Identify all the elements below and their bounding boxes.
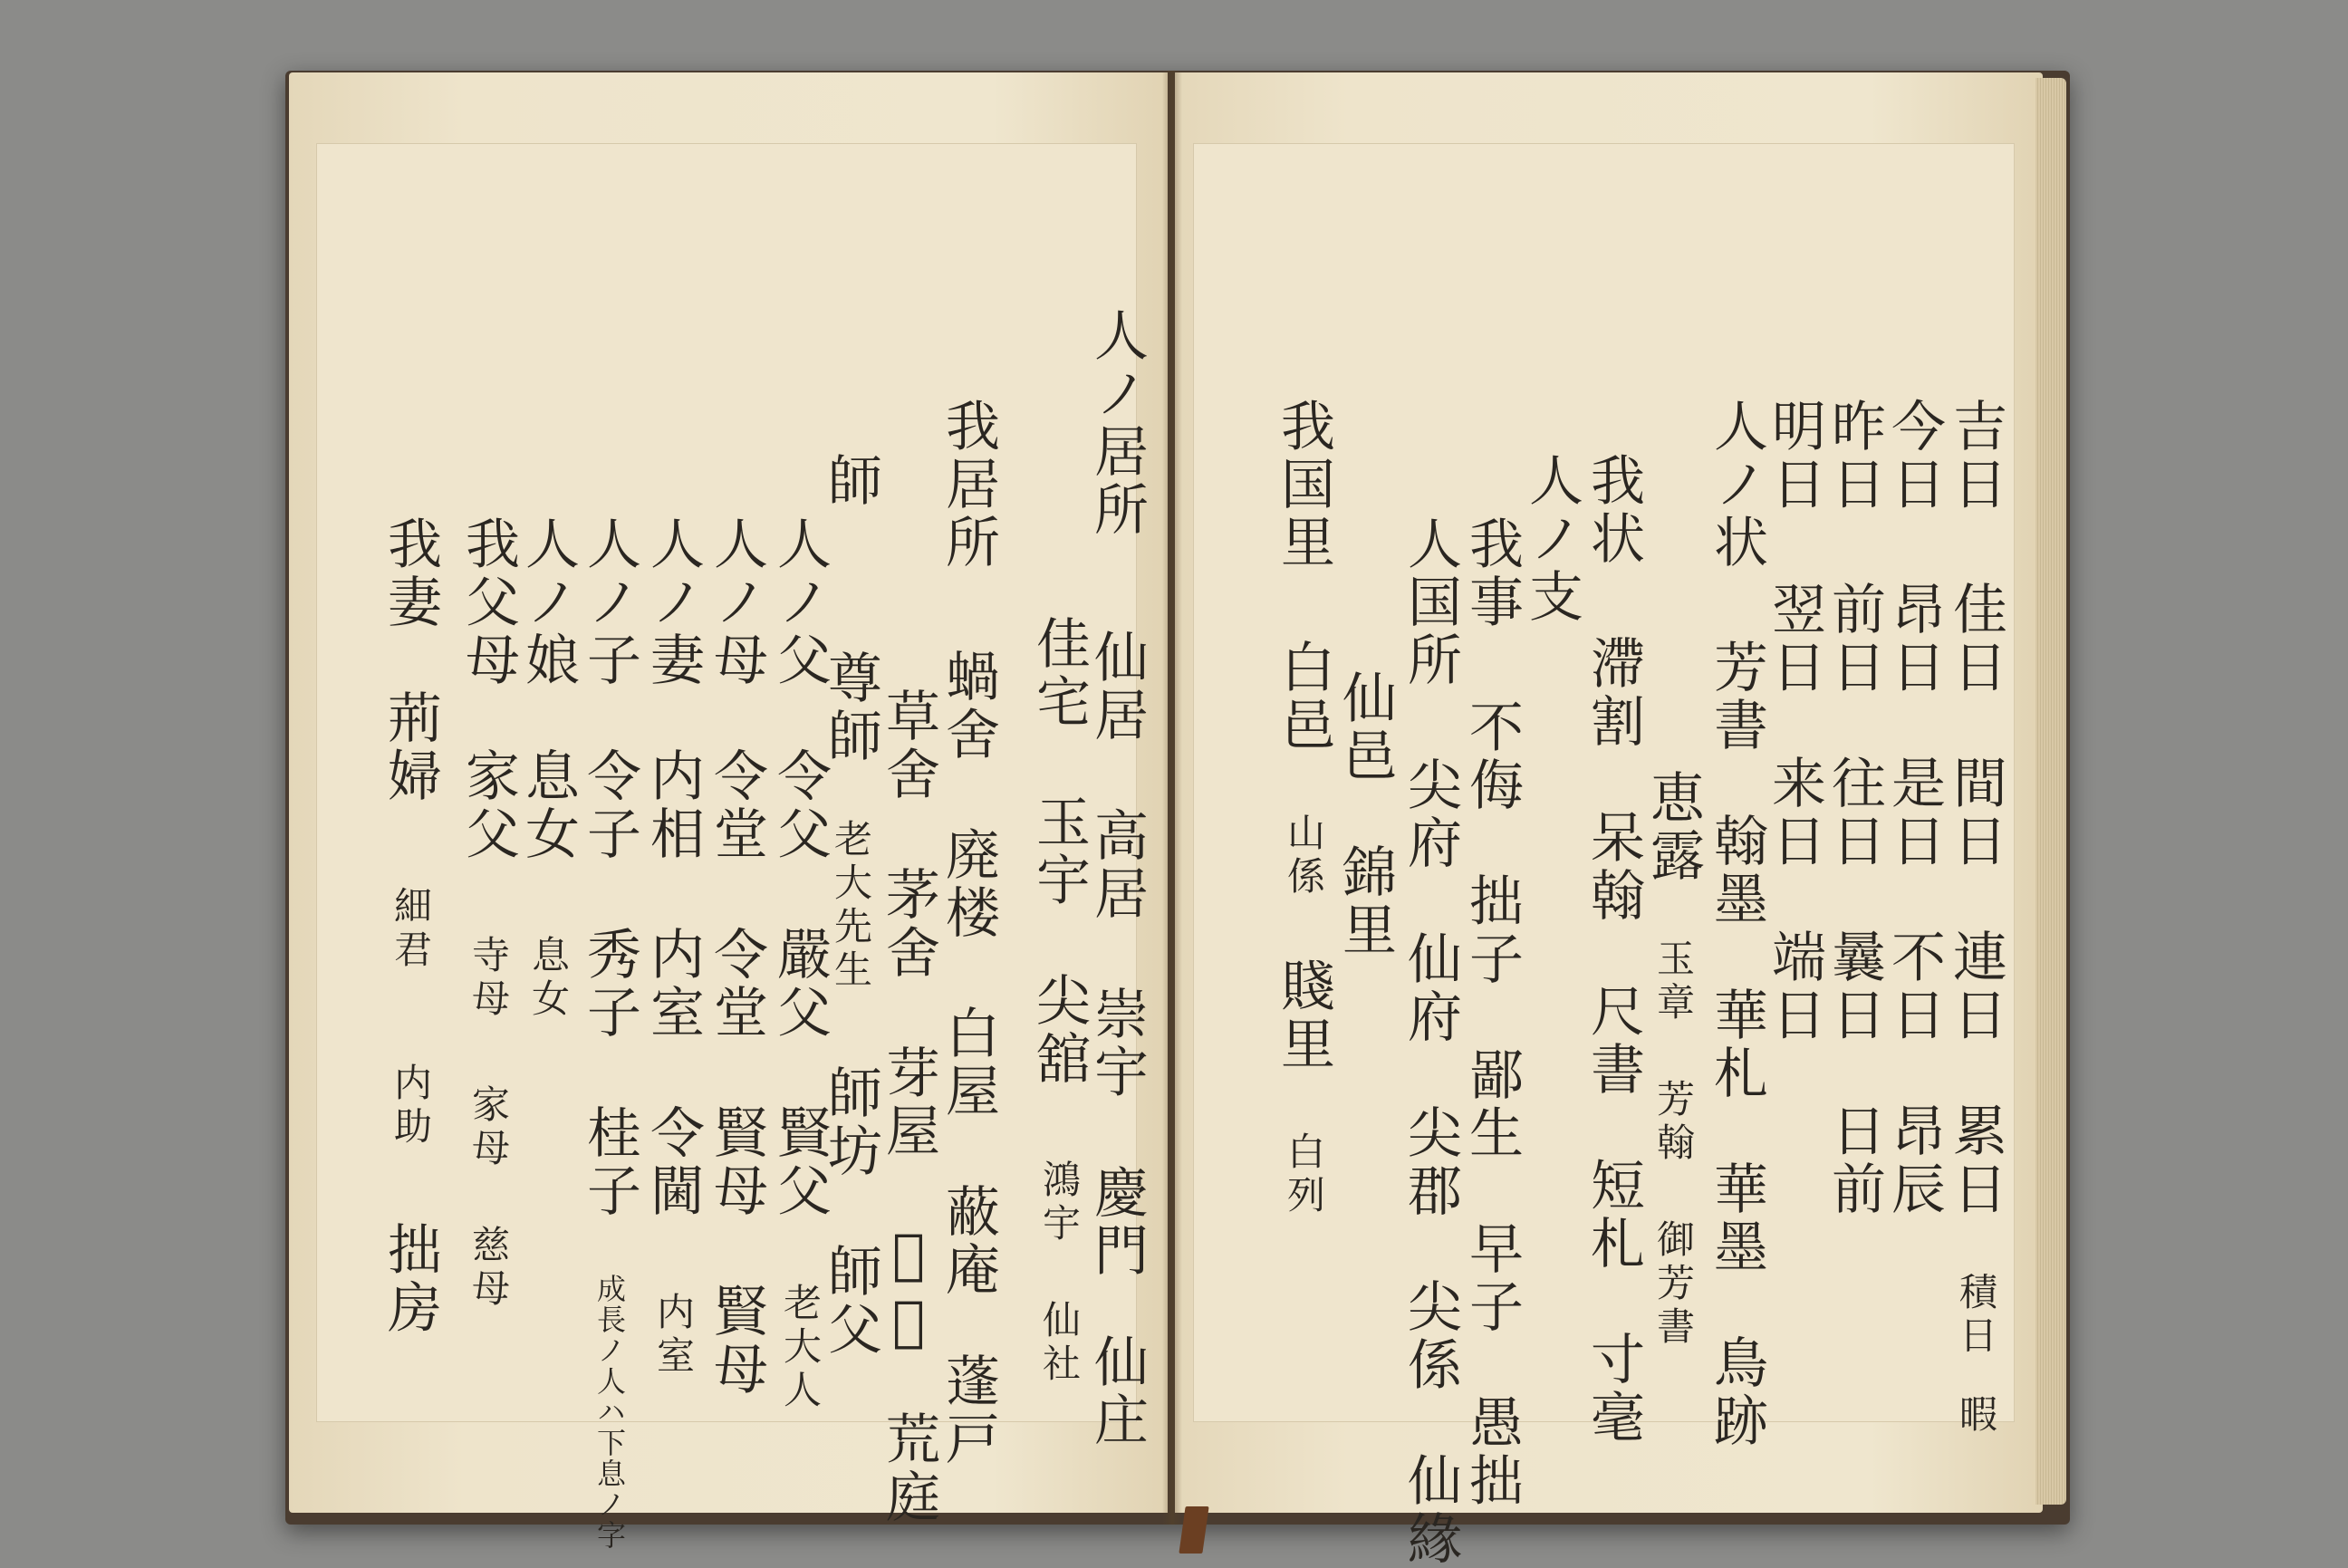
term: 日前 [1823,1102,1886,1218]
term: 寺母 [467,935,511,1022]
term: 佳宅 [1027,615,1091,731]
term: 拙房 [379,1221,442,1337]
term: 不侮 [1460,698,1524,814]
term: 滯割 [1582,635,1645,751]
term: 𫝂亭 [877,1223,940,1357]
term: 賢母 [705,1283,768,1399]
term: 寸毫 [1582,1331,1645,1447]
term: 令閫 [641,1104,705,1220]
heading-term: 人ノ母 [705,515,768,689]
term: 翌日 [1763,581,1826,697]
term: 家父 [457,747,520,863]
term: 華札 [1705,986,1768,1102]
term: 来日 [1763,755,1826,871]
term: 仙緣 [1399,1452,1462,1568]
term: 拙子 [1460,872,1524,988]
term: 仙庄 [1085,1333,1149,1449]
term: 早子 [1460,1220,1524,1336]
term: 尖係 [1399,1278,1462,1394]
term: 玉宇 [1027,794,1091,909]
column [1265,144,1342,1218]
term: 尖府 [1399,756,1462,872]
term: 呆翰 [1582,809,1645,925]
heading-term: 我事 [1460,515,1524,631]
heading-term: 吉日 [1944,398,2007,514]
column [371,144,449,1337]
term: 錦里 [1333,843,1397,959]
term: 愚拙 [1460,1394,1524,1510]
term: 崇宇 [1085,986,1149,1101]
term: 師坊 [819,1064,882,1180]
term: 短札 [1582,1157,1645,1273]
term: 白列 [1282,1131,1326,1218]
term: 老大人 [778,1283,823,1413]
heading-term: 今日 [1882,398,1946,514]
term: 息女 [526,935,571,1022]
term: 荊婦 [379,689,442,805]
term: 令堂 [705,747,768,863]
term: 白邑 [1272,639,1335,755]
heading-term: 人ノ父 [768,515,832,689]
term: 茅舍 [877,866,940,982]
gutter-shadow [1162,71,1182,1525]
term: 細君 [389,886,433,973]
term: 仙居 [1085,629,1149,745]
term: 前日 [1823,581,1886,697]
term: 玉章 [1651,938,1696,1025]
term: 曩日 [1823,928,1886,1044]
term: 暇 [1954,1394,1998,1438]
term: 尖郡 [1399,1104,1462,1220]
term: 嚴父 [768,926,832,1042]
term: 華墨 [1705,1160,1768,1276]
term: 不日 [1882,928,1946,1044]
term: 賢父 [768,1104,832,1220]
term: 佳日 [1944,581,2007,697]
heading-term: 人ノ状 [1705,398,1768,572]
term: 秀子 [578,926,641,1042]
term: 芳書 [1705,639,1768,755]
heading-term: 我妻 [379,515,442,631]
term: 昂辰 [1882,1102,1946,1218]
heading-term: 人ノ居所 [1085,307,1149,539]
term: 老大先生 [829,819,873,993]
heading-term: 人ノ娘 [516,515,580,689]
term: 内室 [641,926,705,1042]
term: 山係 [1282,813,1326,899]
term: 桂子 [578,1104,641,1220]
term: 御芳書 [1651,1219,1696,1350]
term: 令父 [768,747,832,863]
term: 積日 [1954,1272,1998,1359]
term: 芽屋 [877,1044,940,1160]
term: 仙社 [1037,1300,1082,1387]
page-edges [2035,78,2066,1505]
term: 蔽庵 [937,1183,1000,1299]
term: 師父 [819,1243,882,1359]
term: 内相 [641,747,705,863]
term: 尖舘 [1027,972,1091,1088]
heading-term: 人ノ子 [578,515,641,689]
term: 内助 [389,1063,433,1150]
term: 草舍 [877,688,940,803]
heading-term: 人ノ支 [1520,452,1583,626]
heading-term: 師 [819,452,882,510]
column [449,144,527,1312]
term: 尺書 [1582,983,1645,1099]
left-page [316,143,1149,1551]
term: 廃楼 [937,826,1000,942]
term: 荒庭 [877,1410,940,1526]
term: 令子 [578,747,641,863]
right-page [1193,143,2015,1568]
term: 昂日 [1882,581,1946,697]
term: 仙邑 [1333,669,1397,785]
heading-term: 人ノ妻 [641,515,705,689]
term: 高居 [1085,807,1149,923]
term: 翰墨 [1705,813,1768,928]
term: 成長ノ人ハ下息ノ字 [592,1274,627,1551]
term: 賢母 [705,1104,768,1220]
term: 是日 [1882,755,1946,871]
term: 累日 [1944,1102,2007,1218]
term: 鄙生 [1460,1046,1524,1162]
term: 蓬戸 [937,1352,1000,1468]
term: 仙府 [1399,930,1462,1046]
term: 内室 [651,1292,696,1379]
heading-term: 我国里 [1272,398,1335,572]
term: 令堂 [705,926,768,1042]
term: 家母 [467,1084,511,1171]
term: 尊師 [819,649,882,765]
column [1020,144,1098,1387]
term: 慈母 [467,1225,511,1312]
term: 連日 [1944,928,2007,1044]
term: 端日 [1763,928,1826,1044]
heading-term: 我居所 [937,398,1000,572]
term: 芳翰 [1651,1079,1696,1166]
heading-term: 人国所 [1399,515,1462,689]
term: 鳥跡 [1705,1334,1768,1450]
heading-term: 明日 [1763,398,1826,514]
term: 蝸舍 [937,648,1000,764]
term: 慶門 [1085,1164,1149,1280]
term: 間日 [1944,755,2007,871]
heading-term: 我状 [1582,452,1645,568]
term: 往日 [1823,755,1886,871]
term: 鴻宇 [1037,1159,1082,1246]
term: 白屋 [937,1005,1000,1121]
term: 賤里 [1272,957,1335,1073]
term: 恵露 [1641,769,1705,885]
term: 息女 [516,747,580,863]
open-book [285,71,2070,1568]
heading-term: 我父母 [457,515,520,689]
heading-term: 昨日 [1823,398,1886,514]
